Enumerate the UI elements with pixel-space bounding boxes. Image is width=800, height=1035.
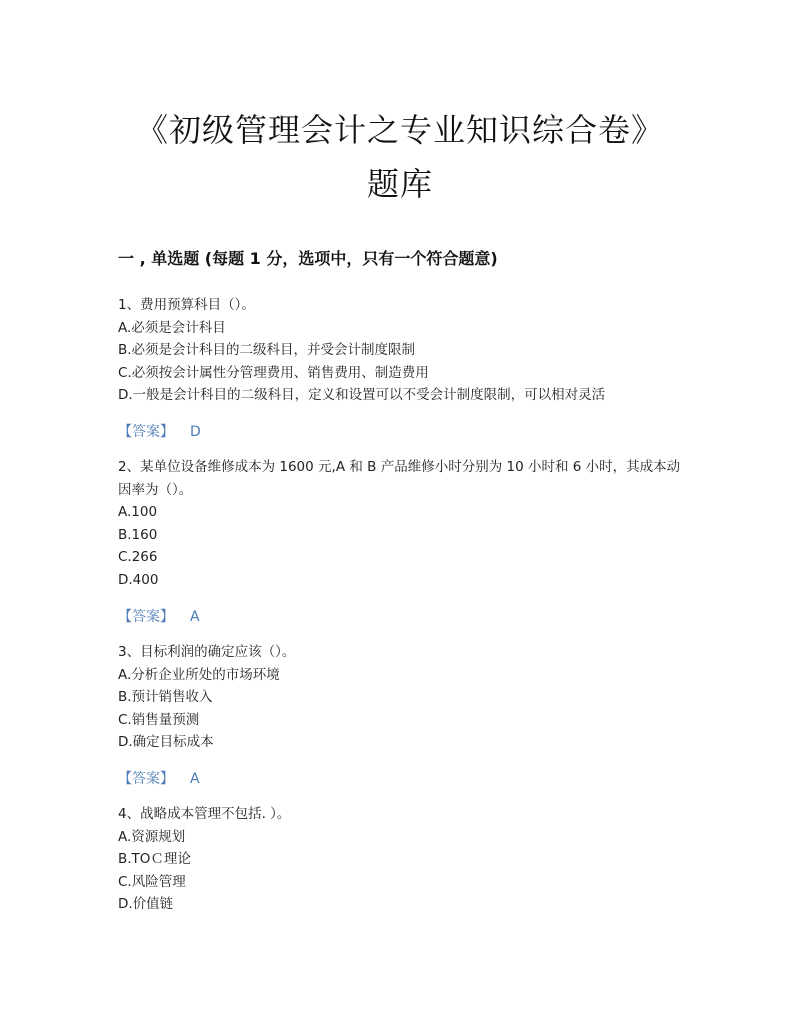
question-2 bbox=[118, 456, 688, 591]
question-stem: 4、战略成本管理不包括. ）。 bbox=[118, 806, 291, 822]
document-title-line2: 题库 bbox=[366, 165, 433, 203]
answer-3 bbox=[118, 768, 200, 788]
answer-value: D bbox=[190, 424, 201, 440]
answer-label: 【答案】 bbox=[118, 609, 174, 625]
option-c: C.销售量预测 bbox=[118, 711, 200, 728]
answer-1 bbox=[118, 421, 201, 441]
option-b: B.160 bbox=[118, 526, 158, 543]
option-d: D.确定目标成本 bbox=[118, 734, 214, 750]
option-b: B.预计销售收入 bbox=[118, 689, 213, 705]
option-c: C.必须按会计属性分管理费用、销售费用、制造费用 bbox=[118, 364, 429, 381]
option-d: D.400 bbox=[118, 571, 159, 588]
answer-label: 【答案】 bbox=[118, 424, 174, 440]
answer-2 bbox=[118, 606, 200, 626]
question-stem: 3、目标利润的确定应该（）。 bbox=[118, 644, 296, 660]
question-1 bbox=[118, 294, 688, 407]
question-4 bbox=[118, 803, 688, 916]
question-3 bbox=[118, 641, 688, 754]
option-b: B.必须是会计科目的二级科目，并受会计制度限制 bbox=[118, 342, 416, 358]
question-stem: 1、费用预算科目（）。 bbox=[118, 297, 255, 313]
answer-label: 【答案】 bbox=[118, 771, 174, 787]
option-a: A.必须是会计科目 bbox=[118, 319, 226, 336]
option-c: C.266 bbox=[118, 549, 158, 565]
option-a: A.分析企业所处的市场环境 bbox=[118, 666, 280, 683]
option-a: A.100 bbox=[118, 504, 158, 520]
answer-value: A bbox=[190, 771, 200, 787]
option-c: C.风险管理 bbox=[118, 873, 186, 890]
section-heading: 一 , 单选题 (每题 1 分，选项中，只有一个符合题意) bbox=[118, 249, 498, 268]
question-stem: 2、某单位设备维修成本为 1600 元,A 和 B 产品维修小时分别为 10 小时和 6 小时，其成本动因率为（）。 bbox=[118, 459, 681, 498]
option-b: B.TOＣ理论 bbox=[118, 851, 191, 867]
option-a: A.资源规划 bbox=[118, 828, 186, 845]
option-d: D.价值链 bbox=[118, 896, 174, 912]
document-title-line1: 《初级管理会计之专业知识综合卷》 bbox=[135, 111, 664, 149]
option-d: D.一般是会计科目的二级科目，定义和设置可以不受会计制度限制，可以相对灵活 bbox=[118, 387, 606, 403]
answer-value: A bbox=[190, 609, 200, 625]
